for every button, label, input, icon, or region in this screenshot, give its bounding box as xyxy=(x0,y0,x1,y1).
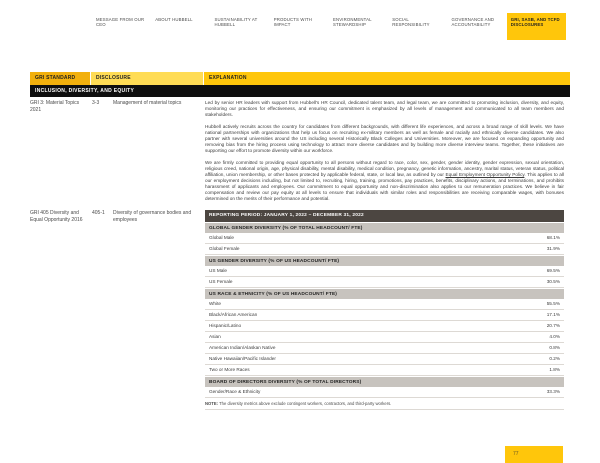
metric-label: Global Female xyxy=(209,246,240,251)
explanation-paragraph: Led by senior HR leaders with support from Hubbell's HR Council, dedicated talent team, and legal team, we are committed to promoting inclusion, diversity, and equity, monitoring our practices for effectiveness, and ensuring our commitment is emphasized by all levels of management and communicated to all team members and stakeholders. xyxy=(205,100,564,117)
metric-value: 33.3% xyxy=(546,389,560,394)
page-number: 77 xyxy=(513,451,519,457)
metric-section-header: GLOBAL GENDER DIVERSITY (% OF TOTAL HEADCOUNT/ FTE) xyxy=(205,222,564,233)
metric-row xyxy=(205,387,564,398)
metric-label: Two or More Races xyxy=(209,367,250,372)
metric-value: 69.5% xyxy=(546,268,560,273)
nav-item-governance-and-accountability[interactable]: GOVERNANCE AND ACCOUNTABILITY xyxy=(451,17,495,28)
diversity-metrics-table xyxy=(205,210,564,410)
nav-item-about-hubbell[interactable]: ABOUT HUBBELL xyxy=(155,17,193,22)
metric-row xyxy=(205,277,564,288)
metric-value: 55.5% xyxy=(546,301,560,306)
gri-table-header xyxy=(30,72,570,85)
metric-label: Asian xyxy=(209,334,221,339)
metric-value: 17.1% xyxy=(546,312,560,317)
metric-label: Native Hawaiian/Pacific Islander xyxy=(209,356,276,361)
gri-row-diversity-405 xyxy=(30,210,570,410)
metric-section-header: US RACE & ETHNICITY (% OF US HEADCOUNT/ FTE) xyxy=(205,288,564,299)
metric-label: White xyxy=(209,301,221,306)
metric-section-header: BOARD OF DIRECTORS DIVERSITY (% OF TOTAL DIRECTORS) xyxy=(205,376,564,387)
nav-item-message-from-our-ceo[interactable]: MESSAGE FROM OUR CEO xyxy=(96,17,145,28)
metric-row xyxy=(205,299,564,310)
explanation-text xyxy=(205,100,564,202)
disclosure-title: Management of material topics xyxy=(113,100,182,106)
paragraph-text: . This applies to all our employment decisions including, but not limited to, recruiting, hiring, training, promotions, pay practices, benefits, disciplinary actions, and terminations, and prohibits harassment of applicants and employees. Our commitment to equal opportunity and non-discrimination also applies to our remuneration practices. We believe in fair compensation and review our pay equity at all levels to ensure that individuals with similar roles and responsibilities are receiving comparable wages, with bonuses determined on the merits of their performance and potential. xyxy=(205,172,564,201)
metric-label: Hispanic/Latino xyxy=(209,323,242,328)
metric-value: 0.2% xyxy=(549,356,560,361)
top-navigation xyxy=(92,13,566,40)
section-title-bar: INCLUSION, DIVERSITY, AND EQUITY xyxy=(30,85,570,97)
metric-row xyxy=(205,354,564,365)
disclosure-title: Diversity of governance bodies and employees xyxy=(113,210,192,223)
gri-standard-label: GRI 3: Material Topics 2021 xyxy=(30,100,80,113)
metric-value: 31.9% xyxy=(546,246,560,251)
metric-row xyxy=(205,310,564,321)
metric-value: 68.1% xyxy=(546,235,560,240)
metric-section-header: US GENDER DIVERSITY (% OF US HEADCOUNT/ FTE) xyxy=(205,255,564,266)
metric-value: 0.8% xyxy=(549,345,560,350)
reporting-period-bar: REPORTING PERIOD: JANUARY 1, 2022 – DECEMBER 31, 2022 xyxy=(205,210,564,222)
page-number-tab xyxy=(505,446,563,463)
nav-item-sustainability-at-hubbell[interactable]: SUSTAINABILITY AT HUBBELL xyxy=(214,17,258,28)
metric-label: US Male xyxy=(209,268,227,273)
gri-rows xyxy=(30,100,570,418)
explanation-paragraph xyxy=(205,160,564,202)
nav-item-gri-sasb-tcfd-disclosures[interactable]: GRI, SASB, AND TCFD DISCLOSURES xyxy=(507,13,566,40)
disclosure-code: 405-1 xyxy=(92,210,105,216)
note-text: The diversity metrics above exclude contingent workers, contractors, and third-party workers. xyxy=(218,401,392,406)
gri-row-material-topics xyxy=(30,100,570,202)
metric-row xyxy=(205,233,564,244)
gri-standard-label: GRI 405 Diversity and Equal Opportunity 2016 xyxy=(30,210,83,223)
metric-value: 1.8% xyxy=(549,367,560,372)
metrics-note xyxy=(205,398,564,410)
metric-value: 30.5% xyxy=(546,279,560,284)
note-label: NOTE: xyxy=(205,401,219,406)
nav-item-environmental-stewardship[interactable]: ENVIRONMENTAL STEWARDSHIP xyxy=(333,17,372,28)
metric-label: American Indian/Alaskan Native xyxy=(209,345,276,350)
metric-value: 4.0% xyxy=(549,334,560,339)
metric-row xyxy=(205,244,564,255)
metric-label: Gender/Race & Ethnicity xyxy=(209,389,261,394)
metric-label: Black/African American xyxy=(209,312,258,317)
column-header-disclosure: DISCLOSURE xyxy=(91,72,204,85)
nav-item-social-responsibility[interactable]: SOCIAL RESPONSIBILITY xyxy=(392,17,430,28)
column-header-gri-standard: GRI STANDARD xyxy=(30,72,91,85)
metric-row xyxy=(205,343,564,354)
column-header-explanation: EXPLANATION xyxy=(204,72,570,85)
metric-value: 20.7% xyxy=(546,323,560,328)
eeo-policy-link[interactable]: Equal Employment Opportunity Policy xyxy=(445,172,525,177)
metric-row xyxy=(205,332,564,343)
metric-row xyxy=(205,266,564,277)
nav-item-products-with-impact[interactable]: PRODUCTS WITH IMPACT xyxy=(273,17,312,28)
paragraph-text: We are firmly committed to providing equal opportunity to all persons without regard to race, color, sex, gender, gender identity, gender expression, sexual orientation, religious creed, national origin, age, physical disability, mental disability, medical condition, pregnancy, genetic information, ancestry, marital status, veteran status, political affiliation, union membership, or other bases protected by applicable federal, state, or local law, as outlined by our xyxy=(205,160,564,177)
metric-label: Global Male xyxy=(209,235,235,240)
explanation-paragraph: Hubbell actively recruits across the country for candidates from different backgrounds, with different life experiences, and across a broad range of skill levels. We have national partnerships with organizations that help us focus on recruiting ex-military members as well as female and racially and ethnically diverse candidates. We also partner with several universities around the US including several Historically Black Colleges and Universities. Moreover, we are focused on expanding opportunity and removing bias from the hiring process using technology to attract more diverse candidates and by building more diverse interview teams. Together, these initiatives are supporting our effort to promote diversity within our workforce. xyxy=(205,124,564,153)
disclosure-code: 3-3 xyxy=(92,100,100,106)
metric-row xyxy=(205,321,564,332)
metric-label: US Female xyxy=(209,279,233,284)
metric-row xyxy=(205,365,564,376)
